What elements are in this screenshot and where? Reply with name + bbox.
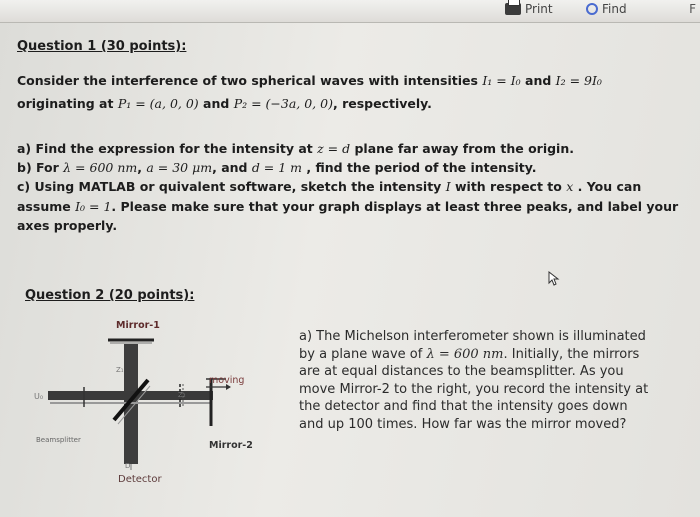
beamsplitter-label: Beamsplitter — [36, 436, 81, 444]
printer-icon — [505, 3, 521, 15]
mirror-1-label: Mirror-1 — [116, 320, 160, 331]
find-label: Find — [602, 2, 627, 16]
question-2-title: Question 2 (20 points): — [25, 288, 195, 303]
q2-line-4: move Mirror-2 to the right, you record the intensity at — [299, 381, 649, 397]
q1-part-c-line-2: assume I₀ = 1. Please make sure that your graph displays at least three peaks, and label your — [17, 199, 679, 214]
q1-part-a: a) Find the expression for the intensity at z = d plane far away from the origin. — [17, 141, 574, 156]
mouse-cursor-icon — [547, 271, 561, 287]
print-button[interactable] — [505, 2, 553, 16]
z2-label: Z₂ — [178, 391, 186, 399]
q2-line-5: the detector and find that the intensity goes down — [299, 399, 628, 415]
find-button[interactable] — [586, 2, 627, 16]
print-label: Print — [525, 2, 553, 16]
question-2-text — [299, 328, 689, 434]
q1-part-c-line-1: c) Using MATLAB or quivalent software, sketch the intensity I with respect to x . You can — [17, 179, 642, 194]
moving-label: moving — [209, 375, 245, 386]
mirror-2-label: Mirror-2 — [209, 440, 253, 451]
q2-line-1: a) The Michelson interferometer shown is illuminated — [299, 329, 646, 344]
q1-intro-line-2: originating at P₁ = (a, 0, 0) and P₂ = (−3a, 0, 0), respectively. — [17, 96, 432, 111]
michelson-diagram — [30, 318, 280, 493]
z1-label: Z₁ — [116, 366, 124, 374]
q1-part-c-line-3: axes properly. — [17, 218, 118, 233]
d-label: D — [125, 462, 131, 470]
q1-part-b: b) For λ = 600 nm, a = 30 μm, and d = 1 m , find the period of the intensity. — [17, 160, 537, 175]
question-1-title: Question 1 (30 points): — [17, 39, 187, 54]
q1-intro-line-1: Consider the interference of two spherical waves with intensities I₁ = I₀ and I₂ = 9I₀ — [17, 73, 602, 88]
toolbar-edge-text: F — [689, 2, 696, 16]
q2-line-6: and up 100 times. How far was the mirror moved? — [299, 416, 627, 432]
q2-line-2: by a plane wave of λ = 600 nm. Initially, the mirrors — [299, 346, 640, 362]
source-label: U₀ — [34, 392, 44, 401]
viewer-toolbar — [0, 0, 700, 23]
interferometer-drawing — [30, 318, 280, 493]
search-icon — [586, 3, 598, 15]
q2-line-3: are at equal distances to the beamsplitter. As you — [299, 364, 624, 380]
detector-label: Detector — [118, 474, 162, 485]
